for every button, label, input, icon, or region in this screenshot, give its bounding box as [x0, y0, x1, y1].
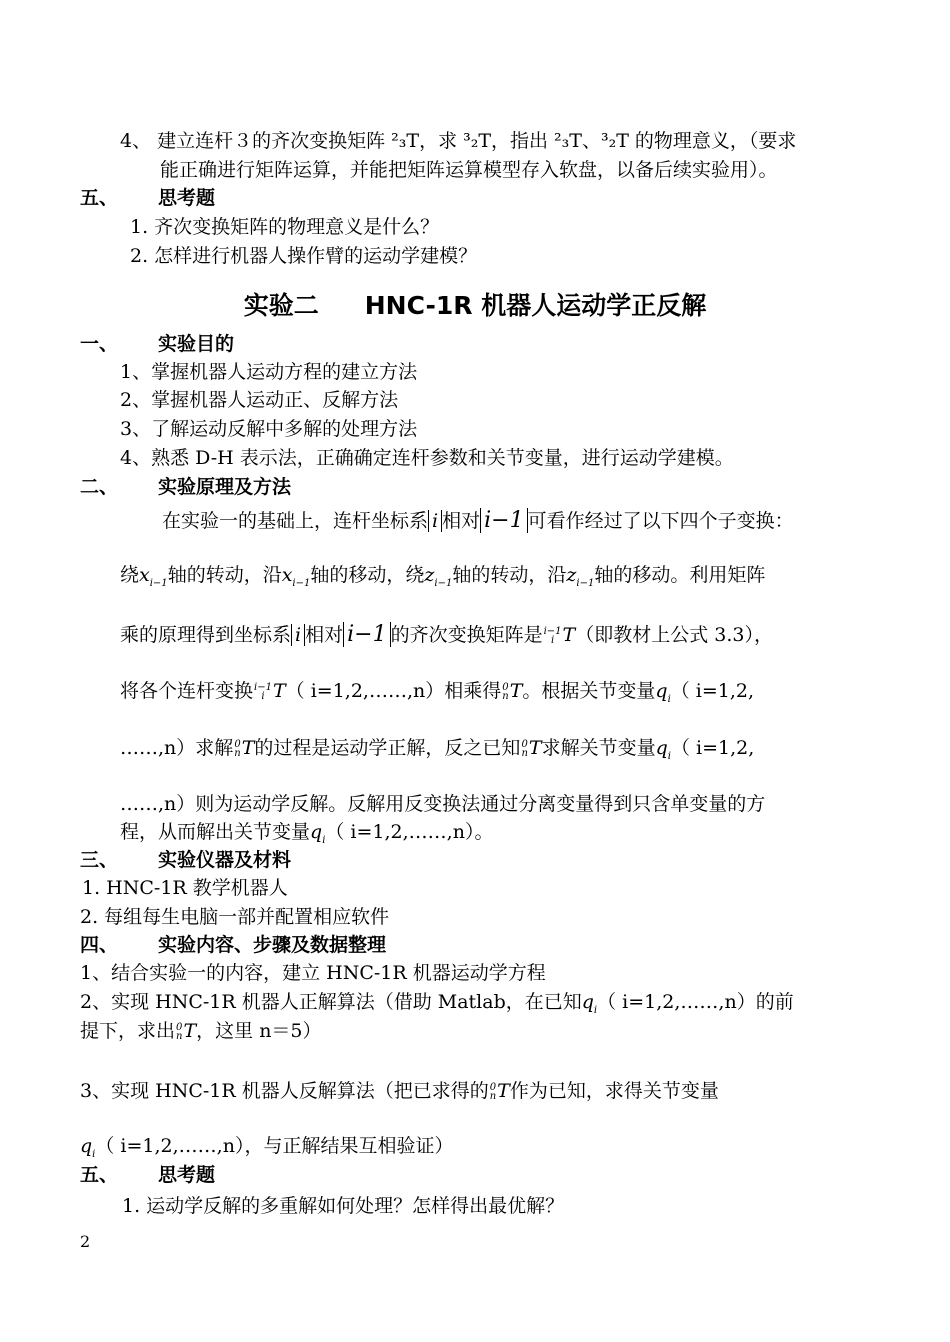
text: 相对 [442, 510, 481, 532]
text: 提下，求出 [80, 1020, 176, 1042]
text: 轴的转动，沿 [167, 564, 282, 586]
transform-symbol-sup: 0 n [502, 682, 509, 702]
text: ……,n）求解 [120, 737, 234, 759]
text: 可看作经过了以下四个子变换： [527, 510, 794, 532]
step-1: 1、结合实验一的内容，建立 HNC-1R 机器运动学方程 [80, 962, 546, 984]
section-4-heading [80, 932, 386, 958]
question-1: 1. 运动学反解的多重解如何处理？怎样得出最优解？ [122, 1195, 565, 1217]
frame-i-symbol: i [291, 624, 305, 646]
text: 程，从而解出关节变量 [120, 821, 311, 843]
z-axis-symbol: $z_{i-1}$ [566, 564, 595, 589]
transform-symbol-sup: 0 n [234, 739, 241, 759]
heading-text: 实验仪器及材料 [158, 849, 292, 871]
heading-number: 四、 [80, 934, 119, 956]
transform-T-symbol: T [562, 624, 576, 646]
text: 在实验一的基础上，连杆坐标系 [162, 510, 429, 532]
x-axis-symbol: $x_{i-1}$ [281, 564, 311, 589]
transform-symbol-sup: 0 n [521, 739, 528, 759]
joint-variable-symbol: $q_i$ [310, 821, 326, 846]
step-3-line-1 [80, 1078, 719, 1104]
transform-T-symbol: T [497, 1080, 510, 1102]
frame-i-minus-1-symbol: i−1 [480, 508, 527, 533]
text: 的齐次变换矩阵是 [390, 624, 543, 646]
principle-line-4 [120, 678, 754, 713]
text: 3、实现 HNC-1R 机器人反解算法（把已求得的 [80, 1080, 489, 1102]
transform-T-symbol: T [272, 680, 286, 702]
text: （ i=1,2, [670, 737, 755, 759]
text: （即教材上公式 3.3）， [575, 624, 773, 646]
heading-text: 实验目的 [158, 333, 235, 355]
exp1-step4-line2: 能正确进行矩阵运算，并能把矩阵运算模型存入软盘，以备后续实验用）。 [160, 159, 778, 181]
exp1-step4-line1: 4、 建立连杆３的齐次变换矩阵 ²₃T，求 ³₂T，指出 ²₃T、³₂T 的物理意义，（要求 [120, 130, 797, 152]
joint-variable-symbol: $q_i$ [655, 737, 671, 762]
text: （ i=1,2,……,n），与正解结果互相验证） [95, 1135, 454, 1157]
text: 。根据关节变量 [522, 680, 656, 702]
section-1-heading [80, 331, 234, 357]
heading-text: 实验原理及方法 [158, 476, 292, 498]
joint-variable-symbol: $q_i$ [80, 1135, 96, 1160]
heading-number: 二、 [80, 476, 119, 498]
transform-T-symbol: T [241, 737, 255, 759]
z-axis-symbol: $z_{i-1}$ [424, 564, 453, 589]
principle-line-5 [120, 735, 754, 770]
principle-line-6: ……,n）则为运动学反解。反解用反变换法通过分离变量得到只含单变量的方 [120, 793, 766, 815]
step-2-line-2 [80, 1018, 322, 1044]
title-prefix: 实验二 [243, 291, 319, 320]
frame-i-symbol: i [428, 510, 442, 532]
text: （ i=1,2,……,n）的前 [597, 991, 794, 1013]
principle-line-3 [120, 622, 773, 648]
title-text: HNC-1R 机器人运动学正反解 [364, 291, 707, 320]
aim-4: 4、熟悉 D-H 表示法，正确确定连杆参数和关节变量，进行运动学建模。 [120, 447, 734, 469]
transform-symbol-sup: 0 n [176, 1022, 183, 1042]
text: 绕 [120, 564, 140, 586]
text: ，这里 n＝5） [196, 1020, 322, 1042]
experiment-2-title [0, 286, 950, 322]
text: （ i=1,2, [670, 680, 755, 702]
text: 的过程是运动学正解，反之已知 [254, 737, 521, 759]
text: 乘的原理得到坐标系 [120, 624, 292, 646]
material-1: 1. HNC-1R 教学机器人 [82, 877, 288, 899]
heading-text: 思考题 [158, 187, 216, 209]
heading-text: 实验内容、步骤及数据整理 [158, 934, 387, 956]
principle-line-1 [162, 508, 794, 534]
x-axis-symbol: $x_{i-1}$ [139, 564, 168, 589]
text: 轴的移动。利用矩阵 [594, 564, 766, 586]
text: 轴的移动，绕 [310, 564, 425, 586]
aim-3: 3、了解运动反解中多解的处理方法 [120, 418, 418, 440]
transform-T-symbol: T [183, 1020, 197, 1042]
section-3-heading [80, 847, 291, 873]
text: 求解关节变量 [541, 737, 656, 759]
heading-number: 一、 [80, 333, 119, 355]
exp1-question-2: 2. 怎样进行机器人操作臂的运动学建模？ [130, 245, 478, 267]
text: 轴的转动，沿 [452, 564, 567, 586]
joint-variable-symbol: $q_i$ [581, 991, 598, 1016]
text: 2、实现 HNC-1R 机器人正解算法（借助 Matlab，在已知 [80, 991, 582, 1013]
exp1-thinking-heading [80, 185, 215, 211]
heading-number: 五、 [80, 187, 119, 209]
principle-line-2 [120, 562, 765, 597]
transform-symbol-sup: i−1 i [543, 626, 562, 646]
transform-symbol-sup: i−1 i [254, 682, 272, 702]
aim-1: 1、掌握机器人运动方程的建立方法 [120, 361, 418, 383]
text: （ i=1,2,……,n）。 [325, 821, 494, 843]
section-5-heading [80, 1162, 215, 1188]
frame-i-minus-1-symbol: i−1 [343, 622, 390, 647]
heading-text: 思考题 [158, 1164, 216, 1186]
text: 相对 [305, 624, 344, 646]
text: （ i=1,2,……,n）相乘得 [285, 680, 502, 702]
page-number: 2 [80, 1232, 91, 1251]
heading-number: 三、 [80, 849, 119, 871]
heading-number: 五、 [80, 1164, 119, 1186]
text: 作为已知，求得关节变量 [509, 1080, 719, 1102]
material-2: 2. 每组每生电脑一部并配置相应软件 [80, 906, 390, 928]
transform-T-symbol: T [509, 680, 523, 702]
section-2-heading [80, 474, 291, 500]
joint-variable-symbol: $q_i$ [655, 680, 671, 705]
transform-symbol-sup: 0 n [489, 1082, 497, 1102]
exp1-question-1: 1. 齐次变换矩阵的物理意义是什么？ [130, 216, 440, 238]
transform-T-symbol: T [528, 737, 542, 759]
aim-2: 2、掌握机器人运动正、反解方法 [120, 389, 399, 411]
text: 将各个连杆变换 [120, 680, 254, 702]
